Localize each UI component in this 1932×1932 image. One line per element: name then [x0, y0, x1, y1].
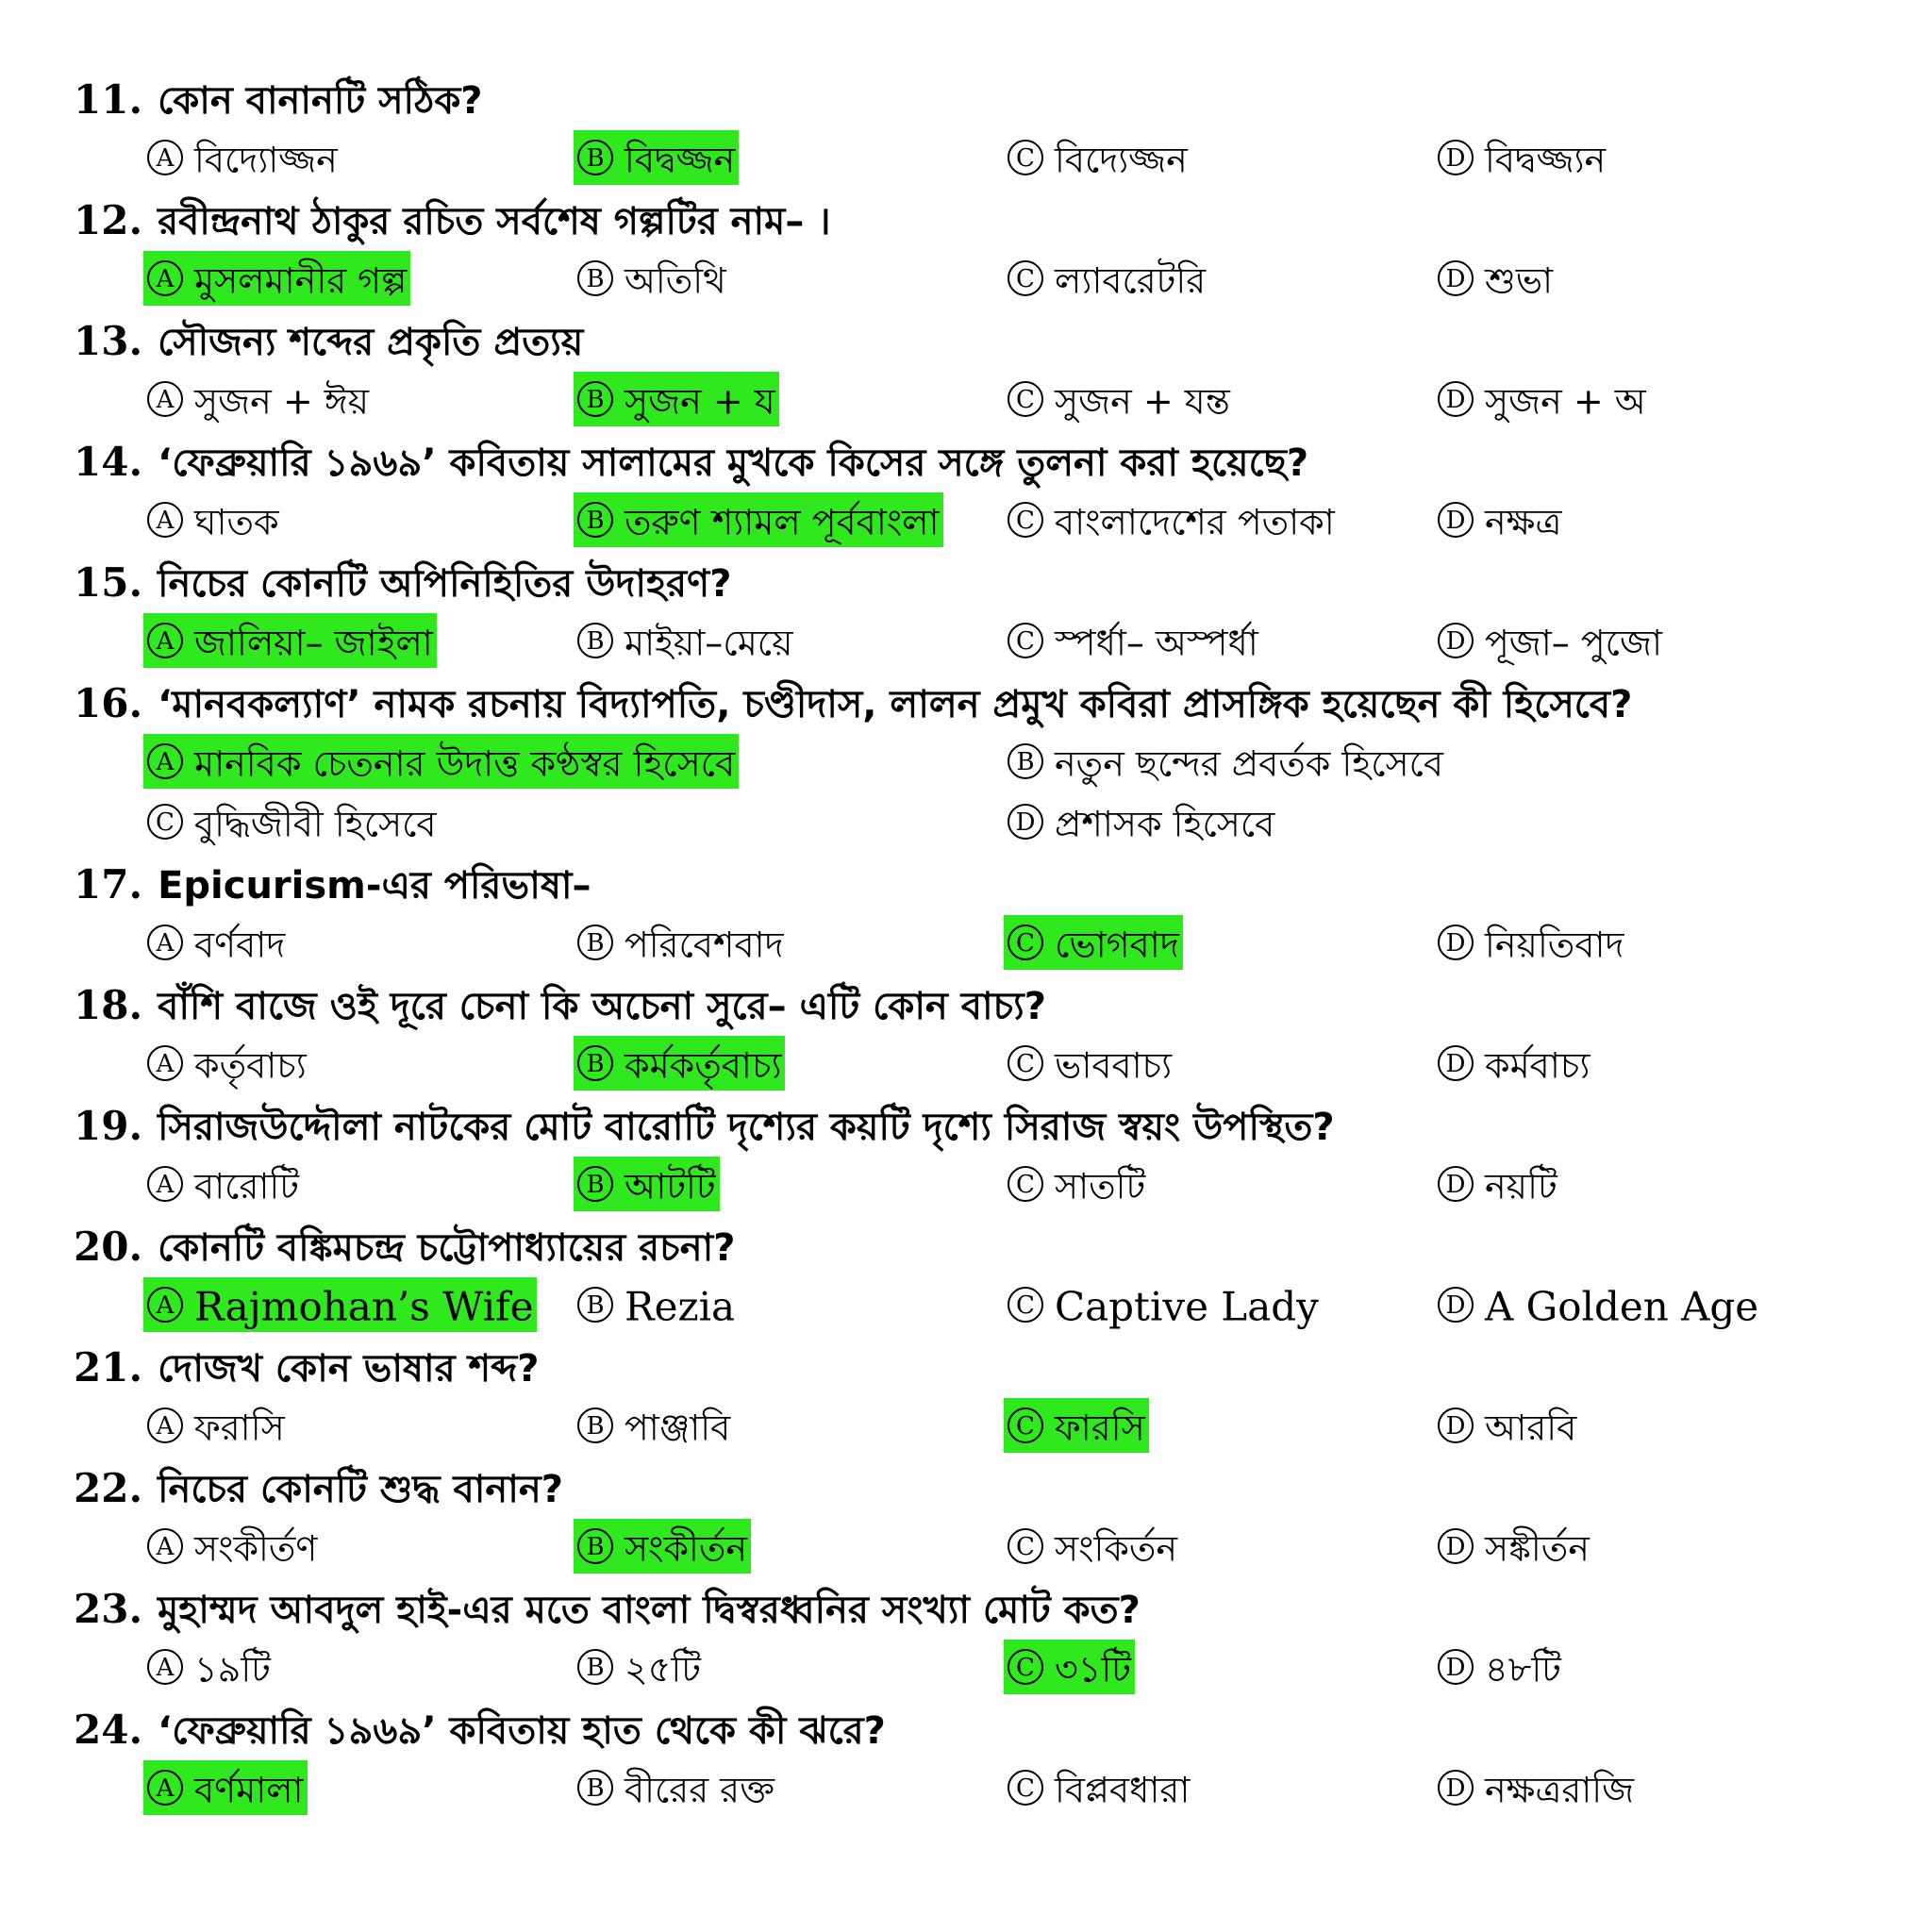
option-marker-icon: C — [1008, 1528, 1043, 1564]
option-marker-icon: B — [577, 1649, 613, 1685]
option-marker-icon: B — [577, 1166, 613, 1202]
option-a[interactable] — [143, 372, 373, 426]
option-text: কর্মকর্তৃবাচ্য — [625, 1044, 782, 1087]
option-d[interactable] — [1004, 794, 1278, 849]
option-text: Rajmohan’s Wife — [194, 1283, 534, 1330]
option-c[interactable] — [1004, 915, 1183, 970]
option-c[interactable] — [1004, 251, 1209, 306]
question-text: দোজখ কোন ভাষার শব্দ? — [158, 1347, 540, 1391]
option-a[interactable] — [143, 1277, 537, 1332]
option-marker-icon: C — [1008, 260, 1043, 296]
option-text: ল্যাবরেটরি — [1055, 259, 1207, 302]
question-text: কোনটি বঙ্কিমচন্দ্র চট্টোপাধ্যায়ের রচনা? — [158, 1226, 736, 1270]
option-b[interactable] — [574, 1157, 720, 1211]
option-text: নক্ষত্র — [1485, 501, 1562, 543]
option-d[interactable] — [1434, 1398, 1580, 1453]
option-text: মুসলমানীর গল্প — [194, 259, 408, 302]
question-line — [74, 74, 483, 126]
option-c[interactable] — [1004, 130, 1191, 185]
option-marker-icon: D — [1438, 1166, 1474, 1202]
option-c[interactable] — [1004, 613, 1262, 668]
option-marker-icon: A — [147, 623, 183, 658]
option-marker-icon: D — [1438, 623, 1474, 658]
question-text: ‘ফেব্রুয়ারি ১৯৬৯’ কবিতায় সালামের মুখকে কিসের সঙ্গে তুলনা করা হয়েছে? — [158, 441, 1309, 485]
option-marker-icon: B — [577, 381, 613, 417]
option-marker-icon: A — [147, 381, 183, 417]
question-line — [74, 1583, 1141, 1636]
option-marker-icon: A — [147, 502, 183, 538]
option-marker-icon: C — [1008, 1045, 1043, 1081]
option-text: বিদ্বজ্জন — [625, 139, 736, 181]
option-d[interactable] — [1434, 130, 1609, 185]
option-marker-icon: B — [1008, 743, 1043, 779]
option-d[interactable] — [1434, 251, 1557, 306]
option-text: বিদ্যেজ্জন — [1055, 139, 1188, 181]
option-marker-icon: D — [1438, 1649, 1474, 1685]
option-text: তরুণ শ্যামল পূর্ববাংলা — [625, 501, 940, 543]
question-number: 22. — [74, 1465, 143, 1511]
option-text: Captive Lady — [1055, 1283, 1319, 1330]
question-text: ‘মানবকল্যাণ’ নামক রচনায় বিদ্যাপতি, চণ্ডীদাস, লালন প্রমুখ কবিরা প্রাসঙ্গিক হয়েছেন কী হিসেবে? — [158, 683, 1633, 726]
option-marker-icon: A — [147, 924, 183, 960]
question-number: 14. — [74, 439, 143, 485]
option-text: A Golden Age — [1485, 1283, 1759, 1330]
option-b[interactable] — [574, 130, 739, 185]
option-text: প্রশাসক হিসেবে — [1055, 803, 1275, 845]
option-a[interactable] — [143, 1640, 275, 1694]
option-marker-icon: C — [147, 804, 183, 840]
option-text: অতিথি — [625, 259, 726, 302]
option-text: জালিয়া– জাইলা — [194, 622, 433, 664]
question-text: নিচের কোনটি শুদ্ধ বানান? — [158, 1468, 563, 1511]
question-line — [74, 1704, 886, 1757]
option-marker-icon: A — [147, 1528, 183, 1564]
option-text: বীরের রক্ত — [625, 1769, 774, 1811]
option-marker-icon: C — [1008, 1166, 1043, 1202]
option-text: Rezia — [625, 1283, 736, 1330]
question-line — [74, 979, 1046, 1032]
option-text: পূজা– পুজো — [1485, 622, 1662, 664]
option-marker-icon: C — [1008, 502, 1043, 538]
question-line — [74, 1341, 539, 1394]
option-marker-icon: B — [577, 1770, 613, 1806]
option-text: নিয়তিবাদ — [1485, 924, 1624, 966]
option-text: সংকীর্তন — [625, 1527, 748, 1570]
question-text: Epicurism-এর পরিভাষা– — [158, 864, 591, 908]
option-text: সাতটি — [1055, 1165, 1146, 1208]
option-text: ৪৮টি — [1485, 1648, 1561, 1690]
question-line — [74, 1221, 735, 1274]
question-line — [74, 677, 1632, 730]
option-a[interactable] — [143, 915, 289, 970]
option-text: বিপ্লবধারা — [1055, 1769, 1191, 1811]
option-marker-icon: A — [147, 1770, 183, 1806]
question-text: নিচের কোনটি অপিনিহিতির উদাহরণ? — [158, 562, 732, 606]
question-number: 18. — [74, 982, 143, 1028]
option-b[interactable] — [574, 1277, 739, 1332]
option-a[interactable] — [143, 734, 739, 789]
option-text: পাঞ্জাবি — [625, 1407, 731, 1449]
option-marker-icon: B — [577, 924, 613, 960]
option-marker-icon: D — [1438, 140, 1474, 175]
option-marker-icon: C — [1008, 623, 1043, 658]
option-marker-icon: D — [1438, 1407, 1474, 1443]
option-c[interactable] — [1004, 492, 1339, 547]
option-a[interactable] — [143, 613, 437, 668]
option-text: বিদ্বজ্জ্যন — [1485, 139, 1607, 181]
question-line — [74, 315, 583, 368]
question-number: 15. — [74, 559, 143, 606]
option-text: আটটি — [625, 1165, 716, 1208]
option-marker-icon: A — [147, 1166, 183, 1202]
option-text: ১৯টি — [194, 1648, 271, 1690]
option-text: বুদ্ধিজীবী হিসেবে — [194, 803, 437, 845]
option-marker-icon: C — [1008, 924, 1043, 960]
option-marker-icon: B — [577, 260, 613, 296]
question-text: কোন বানানটি সঠিক? — [158, 79, 483, 123]
question-number: 13. — [74, 318, 143, 364]
option-text: ফরাসি — [194, 1407, 285, 1449]
option-marker-icon: D — [1438, 502, 1474, 538]
option-text: ভাববাচ্য — [1055, 1044, 1173, 1087]
option-b[interactable] — [574, 915, 788, 970]
option-b[interactable] — [574, 613, 796, 668]
option-d[interactable] — [1434, 1036, 1593, 1091]
option-d[interactable] — [1434, 1640, 1565, 1694]
option-marker-icon: A — [147, 260, 183, 296]
option-marker-icon: C — [1008, 381, 1043, 417]
option-text: সুজন + ঈয় — [194, 380, 369, 423]
question-line — [74, 557, 731, 609]
option-a[interactable] — [143, 1398, 289, 1453]
option-d[interactable] — [1434, 492, 1565, 547]
option-b[interactable] — [574, 492, 943, 547]
option-marker-icon: C — [1008, 1287, 1043, 1323]
option-marker-icon: D — [1438, 1045, 1474, 1081]
option-marker-icon: A — [147, 1287, 183, 1323]
option-text: নতুন ছন্দের প্রবর্তক হিসেবে — [1055, 742, 1444, 785]
option-d[interactable] — [1434, 613, 1666, 668]
option-a[interactable] — [143, 251, 410, 306]
question-number: 24. — [74, 1707, 143, 1753]
option-text: বিদ্যোজ্জন — [194, 139, 338, 181]
option-d[interactable] — [1434, 1760, 1638, 1815]
question-text: বাঁশি বাজে ওই দূরে চেনা কি অচেনা সুরে– এটি কোন বাচ্য? — [158, 985, 1046, 1028]
option-marker-icon: D — [1438, 924, 1474, 960]
option-c[interactable] — [1004, 1398, 1149, 1453]
option-text: নয়টি — [1485, 1165, 1557, 1208]
option-c[interactable] — [1004, 1519, 1181, 1574]
option-text: বাংলাদেশের পতাকা — [1055, 501, 1335, 543]
option-marker-icon: B — [577, 623, 613, 658]
option-text: ফারসি — [1055, 1407, 1145, 1449]
option-marker-icon: D — [1438, 1287, 1474, 1323]
question-line — [74, 1100, 1335, 1153]
option-marker-icon: D — [1438, 260, 1474, 296]
option-text: কর্মবাচ্য — [1485, 1044, 1591, 1087]
option-text: সংকীর্তণ — [194, 1527, 318, 1570]
question-line — [74, 858, 591, 911]
option-marker-icon: A — [147, 140, 183, 175]
option-c[interactable] — [1004, 1036, 1175, 1091]
option-a[interactable] — [143, 130, 341, 185]
option-a[interactable] — [143, 1157, 303, 1211]
option-marker-icon: C — [1008, 1649, 1043, 1685]
option-a[interactable] — [143, 1036, 310, 1091]
option-marker-icon: B — [577, 1045, 613, 1081]
question-text: সৌজন্য শব্দের প্রকৃতি প্রত্যয় — [158, 321, 584, 364]
option-text: ৩১টি — [1055, 1648, 1131, 1690]
option-text: শুভা — [1485, 259, 1554, 302]
option-text: ২৫টি — [625, 1648, 701, 1690]
option-text: মানবিক চেতনার উদাত্ত কণ্ঠস্বর হিসেবে — [194, 742, 736, 785]
option-text: বারোটি — [194, 1165, 299, 1208]
option-marker-icon: B — [577, 1287, 613, 1323]
option-text: মাইয়া–মেয়ে — [625, 622, 793, 664]
option-a[interactable] — [143, 1760, 308, 1815]
question-number: 19. — [74, 1103, 143, 1149]
option-d[interactable] — [1434, 1519, 1593, 1574]
option-b[interactable] — [574, 1760, 778, 1815]
option-d[interactable] — [1434, 1277, 1762, 1332]
option-marker-icon: D — [1438, 1528, 1474, 1564]
option-b[interactable] — [574, 372, 779, 426]
option-a[interactable] — [143, 492, 283, 547]
option-text: সুজন + যন্ত — [1055, 380, 1230, 423]
question-text: মুহাম্মদ আবদুল হাই-এর মতে বাংলা দ্বিস্বরধ্বনির সংখ্যা মোট কত? — [158, 1589, 1141, 1632]
option-marker-icon: C — [1008, 140, 1043, 175]
option-d[interactable] — [1434, 915, 1627, 970]
option-c[interactable] — [1004, 1277, 1323, 1332]
question-number: 21. — [74, 1344, 143, 1391]
question-line — [74, 194, 831, 247]
option-text: স্পর্ধা– অস্পর্ধা — [1055, 622, 1258, 664]
option-c[interactable] — [1004, 372, 1234, 426]
question-line — [74, 1462, 563, 1515]
option-text: আরবি — [1485, 1407, 1577, 1449]
option-text: বর্ণবাদ — [194, 924, 286, 966]
question-text: রবীন্দ্রনাথ ঠাকুর রচিত সর্বশেষ গল্পটির নাম– । — [158, 200, 831, 243]
option-b[interactable] — [574, 251, 730, 306]
option-marker-icon: A — [147, 1407, 183, 1443]
question-line — [74, 436, 1308, 489]
question-number: 16. — [74, 680, 143, 726]
option-c[interactable] — [143, 794, 441, 849]
option-marker-icon: B — [577, 1407, 613, 1443]
option-marker-icon: B — [577, 1528, 613, 1564]
question-number: 23. — [74, 1586, 143, 1632]
option-c[interactable] — [1004, 1760, 1193, 1815]
option-text: পরিবেশবাদ — [625, 924, 784, 966]
option-b[interactable] — [1004, 734, 1447, 789]
option-marker-icon: B — [577, 502, 613, 538]
option-marker-icon: A — [147, 1045, 183, 1081]
option-text: কর্তৃবাচ্য — [194, 1044, 307, 1087]
option-marker-icon: D — [1008, 804, 1043, 840]
option-text: বর্ণমালা — [194, 1769, 304, 1811]
option-text: সঙ্কীর্তন — [1485, 1527, 1590, 1570]
question-text: ‘ফেব্রুয়ারি ১৯৬৯’ কবিতায় হাত থেকে কী ঝরে? — [158, 1709, 886, 1753]
option-b[interactable] — [574, 1398, 734, 1453]
option-text: ভোগবাদ — [1055, 924, 1179, 966]
option-text: নক্ষত্ররাজি — [1485, 1769, 1635, 1811]
question-number: 17. — [74, 861, 143, 908]
question-text: সিরাজউদ্দৌলা নাটকের মোট বারোটি দৃশ্যের কয়টি দৃশ্যে সিরাজ স্বয়ং উপস্থিত? — [158, 1106, 1335, 1149]
option-text: সংকির্তন — [1055, 1527, 1178, 1570]
question-number: 11. — [74, 76, 143, 123]
option-marker-icon: B — [577, 140, 613, 175]
option-marker-icon: C — [1008, 1770, 1043, 1806]
option-marker-icon: C — [1008, 1407, 1043, 1443]
option-text: সুজন + অ — [1485, 380, 1646, 423]
option-marker-icon: D — [1438, 1770, 1474, 1806]
option-d[interactable] — [1434, 1157, 1561, 1211]
option-marker-icon: A — [147, 1649, 183, 1685]
option-d[interactable] — [1434, 372, 1650, 426]
question-number: 20. — [74, 1224, 143, 1270]
option-b[interactable] — [574, 1640, 705, 1694]
option-b[interactable] — [574, 1519, 751, 1574]
option-text: ঘাতক — [194, 501, 279, 543]
option-b[interactable] — [574, 1036, 785, 1091]
option-a[interactable] — [143, 1519, 321, 1574]
option-text: সুজন + য — [625, 380, 775, 423]
option-marker-icon: D — [1438, 381, 1474, 417]
option-c[interactable] — [1004, 1157, 1149, 1211]
option-marker-icon: A — [147, 743, 183, 779]
option-c[interactable] — [1004, 1640, 1135, 1694]
question-number: 12. — [74, 197, 143, 243]
